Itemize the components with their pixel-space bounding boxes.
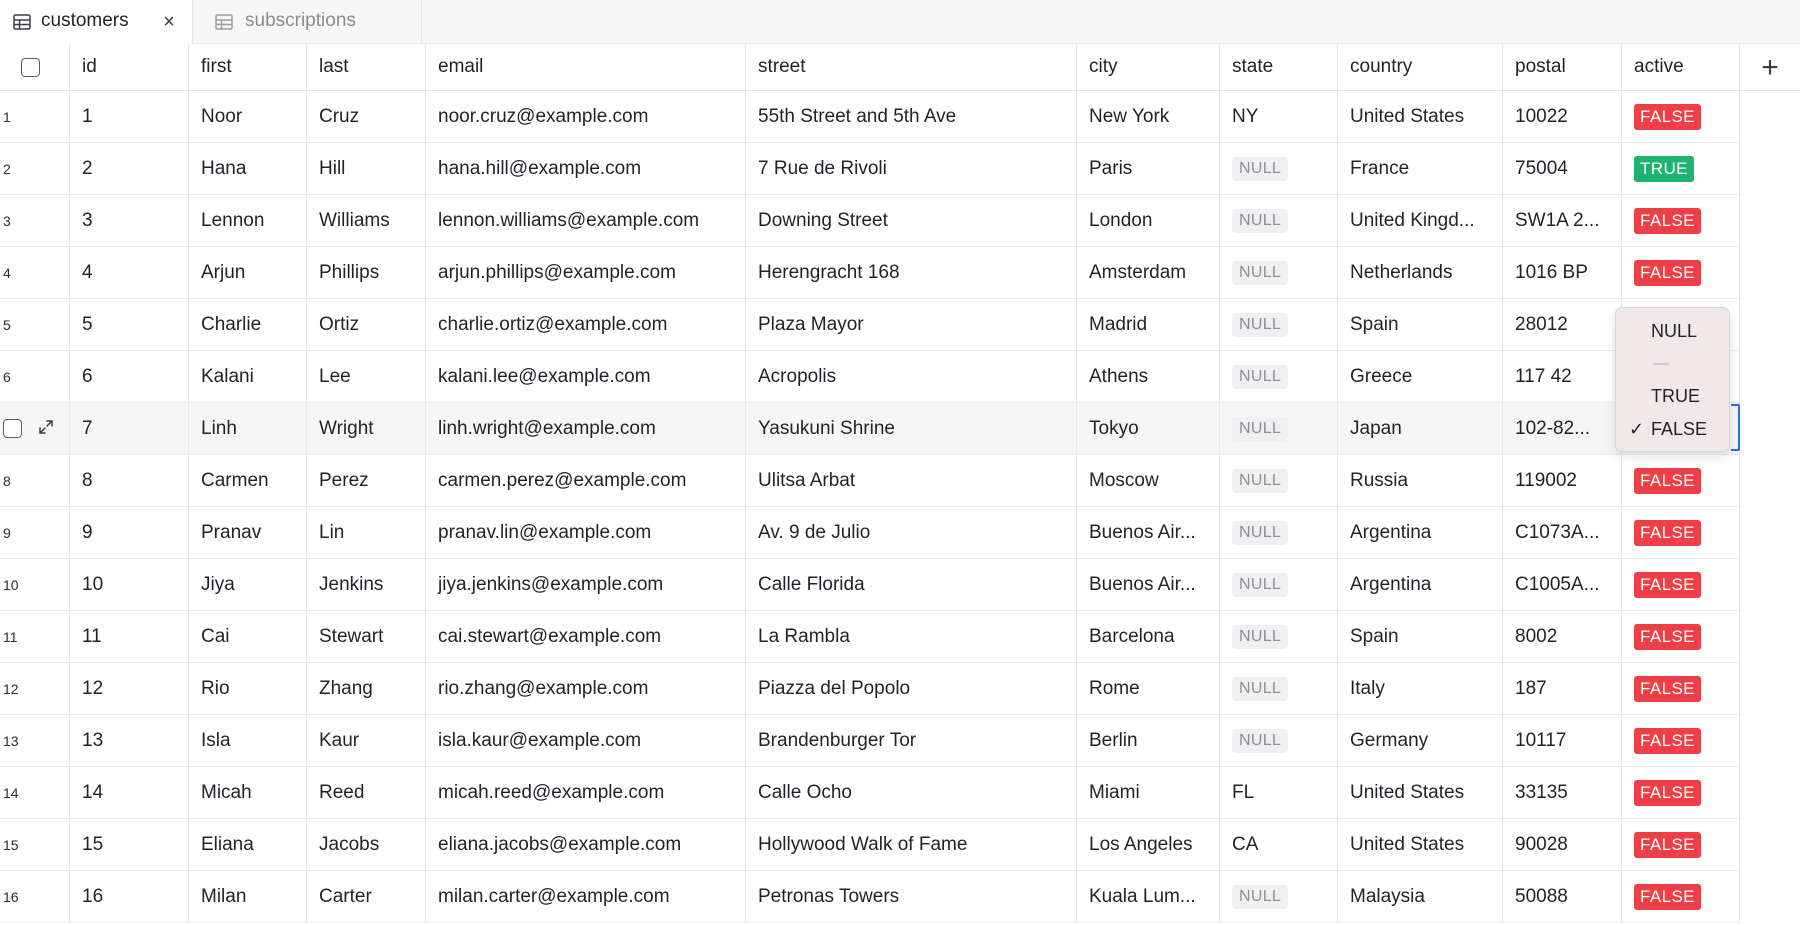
cell-first[interactable]: Lennon [189,195,307,246]
false-badge: FALSE [1634,520,1701,546]
cell-street[interactable]: Calle Florida [746,559,1077,610]
cell-active[interactable] [1622,715,1740,766]
false-badge: FALSE [1634,260,1701,286]
row-number: 3 [0,195,70,246]
cell-postal[interactable]: 75004 [1503,143,1622,194]
cell-id[interactable]: 5 [70,299,189,350]
cell-city[interactable]: Buenos Air... [1077,507,1220,558]
cell-last[interactable]: Perez [307,455,426,506]
column-header-postal[interactable]: postal [1503,44,1622,90]
cell-country[interactable]: Netherlands [1338,247,1503,298]
cell-postal[interactable]: 8002 [1503,611,1622,662]
cell-last[interactable]: Wright [307,403,426,454]
null-badge: NULL [1232,313,1288,337]
table-row[interactable] [0,299,1740,351]
cell-active[interactable] [1622,507,1740,558]
column-header-id[interactable]: id [70,44,189,90]
false-badge: FALSE [1634,572,1701,598]
cell-street[interactable]: Brandenburger Tor [746,715,1077,766]
cell-first[interactable]: Arjun [189,247,307,298]
cell-country[interactable]: France [1338,143,1503,194]
cell-city[interactable]: Berlin [1077,715,1220,766]
tab-subscriptions[interactable] [193,0,422,44]
cell-email[interactable]: jiya.jenkins@example.com [426,559,746,610]
null-badge: NULL [1232,677,1288,701]
cell-last[interactable]: Williams [307,195,426,246]
cell-city[interactable]: London [1077,195,1220,246]
option-label: NULL [1651,321,1698,341]
table-row[interactable] [0,195,1740,247]
cell-email[interactable]: pranav.lin@example.com [426,507,746,558]
cell-last[interactable]: Phillips [307,247,426,298]
row-number: 15 [0,819,70,870]
row-number: 6 [0,351,70,402]
cell-email[interactable]: eliana.jacobs@example.com [426,819,746,870]
cell-last[interactable]: Lee [307,351,426,402]
column-header-first[interactable]: first [189,44,307,90]
cell-email[interactable]: lennon.williams@example.com [426,195,746,246]
false-badge: FALSE [1634,884,1701,910]
cell-last[interactable]: Lin [307,507,426,558]
cell-city[interactable]: Rome [1077,663,1220,714]
table-row[interactable] [0,871,1740,923]
cell-state[interactable] [1220,299,1338,350]
row-checkbox[interactable] [3,419,22,438]
cell-street[interactable]: Downing Street [746,195,1077,246]
row-number: 2 [0,143,70,194]
cell-first[interactable]: Isla [189,715,307,766]
row-number: 11 [0,611,70,662]
row-number: 16 [0,871,70,922]
cell-last[interactable]: Hill [307,143,426,194]
cell-last[interactable]: Kaur [307,715,426,766]
cell-state[interactable] [1220,611,1338,662]
cell-country[interactable]: Argentina [1338,559,1503,610]
tab-customers[interactable] [0,0,193,44]
cell-city[interactable]: Amsterdam [1077,247,1220,298]
cell-id[interactable]: 13 [70,715,189,766]
option-label: FALSE [1651,419,1708,439]
null-badge: NULL [1232,885,1288,909]
row-number: 4 [0,247,70,298]
cell-first[interactable]: Jiya [189,559,307,610]
cell-state[interactable] [1220,403,1338,454]
cell-state[interactable] [1220,455,1338,506]
cell-street[interactable]: Hollywood Walk of Fame [746,819,1077,870]
cell-first[interactable]: Pranav [189,507,307,558]
false-badge: FALSE [1634,208,1701,234]
cell-postal[interactable]: 1016 BP [1503,247,1622,298]
null-badge: NULL [1232,469,1288,493]
cell-active[interactable] [1622,195,1740,246]
column-header-state[interactable]: state [1220,44,1338,90]
cell-first[interactable]: Rio [189,663,307,714]
table-row[interactable] [0,663,1740,715]
table-row[interactable] [0,819,1740,871]
null-badge: NULL [1232,365,1288,389]
cell-city[interactable]: Los Angeles [1077,819,1220,870]
table-row[interactable] [0,143,1740,195]
cell-street[interactable]: Yasukuni Shrine [746,403,1077,454]
cell-email[interactable]: kalani.lee@example.com [426,351,746,402]
cell-state[interactable]: CA [1220,819,1338,870]
table-row[interactable] [0,247,1740,299]
column-header-city[interactable]: city [1077,44,1220,90]
cell-email[interactable]: noor.cruz@example.com [426,91,746,142]
cell-state[interactable]: FL [1220,767,1338,818]
select-all-cell [0,44,70,90]
checkmark-icon: ✓ [1629,419,1645,439]
cell-country[interactable]: United States [1338,91,1503,142]
cell-first[interactable]: Kalani [189,351,307,402]
cell-last[interactable]: Jacobs [307,819,426,870]
cell-first[interactable]: Carmen [189,455,307,506]
cell-country[interactable]: Spain [1338,611,1503,662]
add-column-button[interactable]: + [1761,50,1779,84]
cell-first[interactable]: Micah [189,767,307,818]
cell-id[interactable]: 7 [70,403,189,454]
cell-email[interactable]: rio.zhang@example.com [426,663,746,714]
false-badge: FALSE [1634,676,1701,702]
cell-postal[interactable]: C1005A... [1503,559,1622,610]
null-badge: NULL [1232,625,1288,649]
cell-street[interactable]: 55th Street and 5th Ave [746,91,1077,142]
cell-street[interactable]: Av. 9 de Julio [746,507,1077,558]
cell-id[interactable]: 9 [70,507,189,558]
null-badge: NULL [1232,157,1288,181]
cell-state[interactable] [1220,143,1338,194]
false-badge: FALSE [1634,468,1701,494]
cell-last[interactable]: Jenkins [307,559,426,610]
cell-email[interactable]: milan.carter@example.com [426,871,746,922]
cell-city[interactable]: Kuala Lum... [1077,871,1220,922]
cell-street[interactable]: Herengracht 168 [746,247,1077,298]
cell-first[interactable]: Noor [189,91,307,142]
cell-state[interactable] [1220,715,1338,766]
table-row[interactable] [0,351,1740,403]
tab-label: subscriptions [245,10,356,31]
cell-email[interactable]: linh.wright@example.com [426,403,746,454]
cell-postal[interactable]: 90028 [1503,819,1622,870]
option-label: TRUE [1651,386,1700,406]
cell-state[interactable] [1220,247,1338,298]
cell-email[interactable]: isla.kaur@example.com [426,715,746,766]
cell-id[interactable]: 11 [70,611,189,662]
cell-country[interactable]: United Kingd... [1338,195,1503,246]
false-badge: FALSE [1634,728,1701,754]
cell-email[interactable]: micah.reed@example.com [426,767,746,818]
cell-state[interactable] [1220,663,1338,714]
cell-email[interactable]: hana.hill@example.com [426,143,746,194]
cell-first[interactable]: Charlie [189,299,307,350]
false-badge: FALSE [1634,104,1701,130]
cell-country[interactable]: Argentina [1338,507,1503,558]
cell-first[interactable]: Milan [189,871,307,922]
cell-active[interactable] [1622,91,1740,142]
row-number: 10 [0,559,70,610]
table-row[interactable] [0,507,1740,559]
cell-city[interactable]: Miami [1077,767,1220,818]
table-row[interactable] [0,611,1740,663]
boolean-dropdown-menu [1615,307,1730,452]
cell-country[interactable]: Greece [1338,351,1503,402]
cell-postal[interactable]: 187 [1503,663,1622,714]
row-number: 12 [0,663,70,714]
row-number: 1 [0,91,70,142]
cell-active[interactable] [1622,663,1740,714]
cell-postal[interactable]: 10022 [1503,91,1622,142]
table-row[interactable] [0,767,1740,819]
table-row[interactable] [0,559,1740,611]
false-badge: FALSE [1634,832,1701,858]
cell-first[interactable]: Cai [189,611,307,662]
column-header-email[interactable]: email [426,44,746,90]
cell-active[interactable] [1622,247,1740,298]
cell-country[interactable]: Malaysia [1338,871,1503,922]
cell-street[interactable]: Calle Ocho [746,767,1077,818]
cell-state[interactable] [1220,195,1338,246]
null-badge: NULL [1232,417,1288,441]
cell-id[interactable]: 10 [70,559,189,610]
row-number: 5 [0,299,70,350]
cell-city[interactable]: Paris [1077,143,1220,194]
cell-active[interactable] [1622,455,1740,506]
table-row[interactable] [0,715,1740,767]
cell-email[interactable]: cai.stewart@example.com [426,611,746,662]
cell-country[interactable]: Spain [1338,299,1503,350]
null-badge: NULL [1232,521,1288,545]
null-badge: NULL [1232,729,1288,753]
cell-id[interactable]: 4 [70,247,189,298]
false-badge: FALSE [1634,624,1701,650]
cell-street[interactable]: Plaza Mayor [746,299,1077,350]
cell-email[interactable]: charlie.ortiz@example.com [426,299,746,350]
header-row [0,44,1800,91]
null-badge: NULL [1232,209,1288,233]
column-header-active[interactable]: active [1622,44,1740,90]
column-header-last[interactable]: last [307,44,426,90]
cell-last[interactable]: Stewart [307,611,426,662]
cell-last[interactable]: Zhang [307,663,426,714]
tab-label: customers [41,10,129,31]
cell-last[interactable]: Cruz [307,91,426,142]
tab-bar [0,0,1800,44]
cell-city[interactable]: Buenos Air... [1077,559,1220,610]
cell-email[interactable]: carmen.perez@example.com [426,455,746,506]
cell-postal[interactable]: 28012 [1503,299,1622,350]
table-icon [214,12,234,32]
cell-state[interactable] [1220,559,1338,610]
cell-postal[interactable]: 102-82... [1503,403,1622,454]
cell-country[interactable]: Russia [1338,455,1503,506]
cell-active[interactable] [1622,611,1740,662]
cell-active[interactable] [1622,767,1740,818]
true-badge: TRUE [1634,156,1694,182]
selected-cell-outline [1731,404,1740,451]
cell-state[interactable] [1220,507,1338,558]
cell-active[interactable] [1622,143,1740,194]
cell-active[interactable] [1622,819,1740,870]
cell-active[interactable] [1622,871,1740,922]
cell-first[interactable]: Eliana [189,819,307,870]
cell-postal[interactable]: 33135 [1503,767,1622,818]
cell-active[interactable] [1622,559,1740,610]
close-icon[interactable]: × [163,11,175,33]
cell-country[interactable]: Italy [1338,663,1503,714]
cell-id[interactable]: 2 [70,143,189,194]
false-badge: FALSE [1634,780,1701,806]
cell-postal[interactable]: C1073A... [1503,507,1622,558]
cell-id[interactable]: 15 [70,819,189,870]
cell-country[interactable]: Japan [1338,403,1503,454]
cell-country[interactable]: Germany [1338,715,1503,766]
cell-city[interactable]: Athens [1077,351,1220,402]
column-header-country[interactable]: country [1338,44,1503,90]
null-badge: NULL [1232,261,1288,285]
cell-city[interactable]: Moscow [1077,455,1220,506]
table-icon [12,12,32,32]
row-number: 13 [0,715,70,766]
cell-id[interactable]: 14 [70,767,189,818]
cell-street[interactable]: Ulitsa Arbat [746,455,1077,506]
cell-city[interactable]: Madrid [1077,299,1220,350]
cell-id[interactable]: 6 [70,351,189,402]
cell-postal[interactable]: 10117 [1503,715,1622,766]
row-number: 14 [0,767,70,818]
null-badge: NULL [1232,573,1288,597]
cell-first[interactable]: Linh [189,403,307,454]
cell-last[interactable]: Carter [307,871,426,922]
cell-postal[interactable]: 117 42 [1503,351,1622,402]
cell-city[interactable]: New York [1077,91,1220,142]
table-row[interactable] [0,91,1740,143]
cell-postal[interactable]: 50088 [1503,871,1622,922]
row-number: 9 [0,507,70,558]
cell-country[interactable]: United States [1338,767,1503,818]
column-header-street[interactable]: street [746,44,1077,90]
cell-state[interactable] [1220,871,1338,922]
cell-id[interactable]: 12 [70,663,189,714]
cell-street[interactable]: Acropolis [746,351,1077,402]
cell-state[interactable]: NY [1220,91,1338,142]
cell-street[interactable]: 7 Rue de Rivoli [746,143,1077,194]
cell-street[interactable]: Piazza del Popolo [746,663,1077,714]
expand-row-icon[interactable] [38,419,54,438]
cell-id[interactable]: 16 [70,871,189,922]
row-number [0,403,70,454]
cell-last[interactable]: Ortiz [307,299,426,350]
cell-country[interactable]: United States [1338,819,1503,870]
cell-postal[interactable]: 119002 [1503,455,1622,506]
select-all-checkbox[interactable] [21,58,40,77]
cell-id[interactable]: 8 [70,455,189,506]
cell-street[interactable]: Petronas Towers [746,871,1077,922]
cell-city[interactable]: Tokyo [1077,403,1220,454]
cell-last[interactable]: Reed [307,767,426,818]
cell-postal[interactable]: SW1A 2... [1503,195,1622,246]
cell-email[interactable]: arjun.phillips@example.com [426,247,746,298]
cell-id[interactable]: 3 [70,195,189,246]
table-row[interactable] [0,455,1740,507]
row-number: 8 [0,455,70,506]
table-row[interactable] [0,403,1740,455]
cell-first[interactable]: Hana [189,143,307,194]
dropdown-separator: — [1653,355,1669,372]
cell-city[interactable]: Barcelona [1077,611,1220,662]
cell-id[interactable]: 1 [70,91,189,142]
cell-state[interactable] [1220,351,1338,402]
cell-street[interactable]: La Rambla [746,611,1077,662]
